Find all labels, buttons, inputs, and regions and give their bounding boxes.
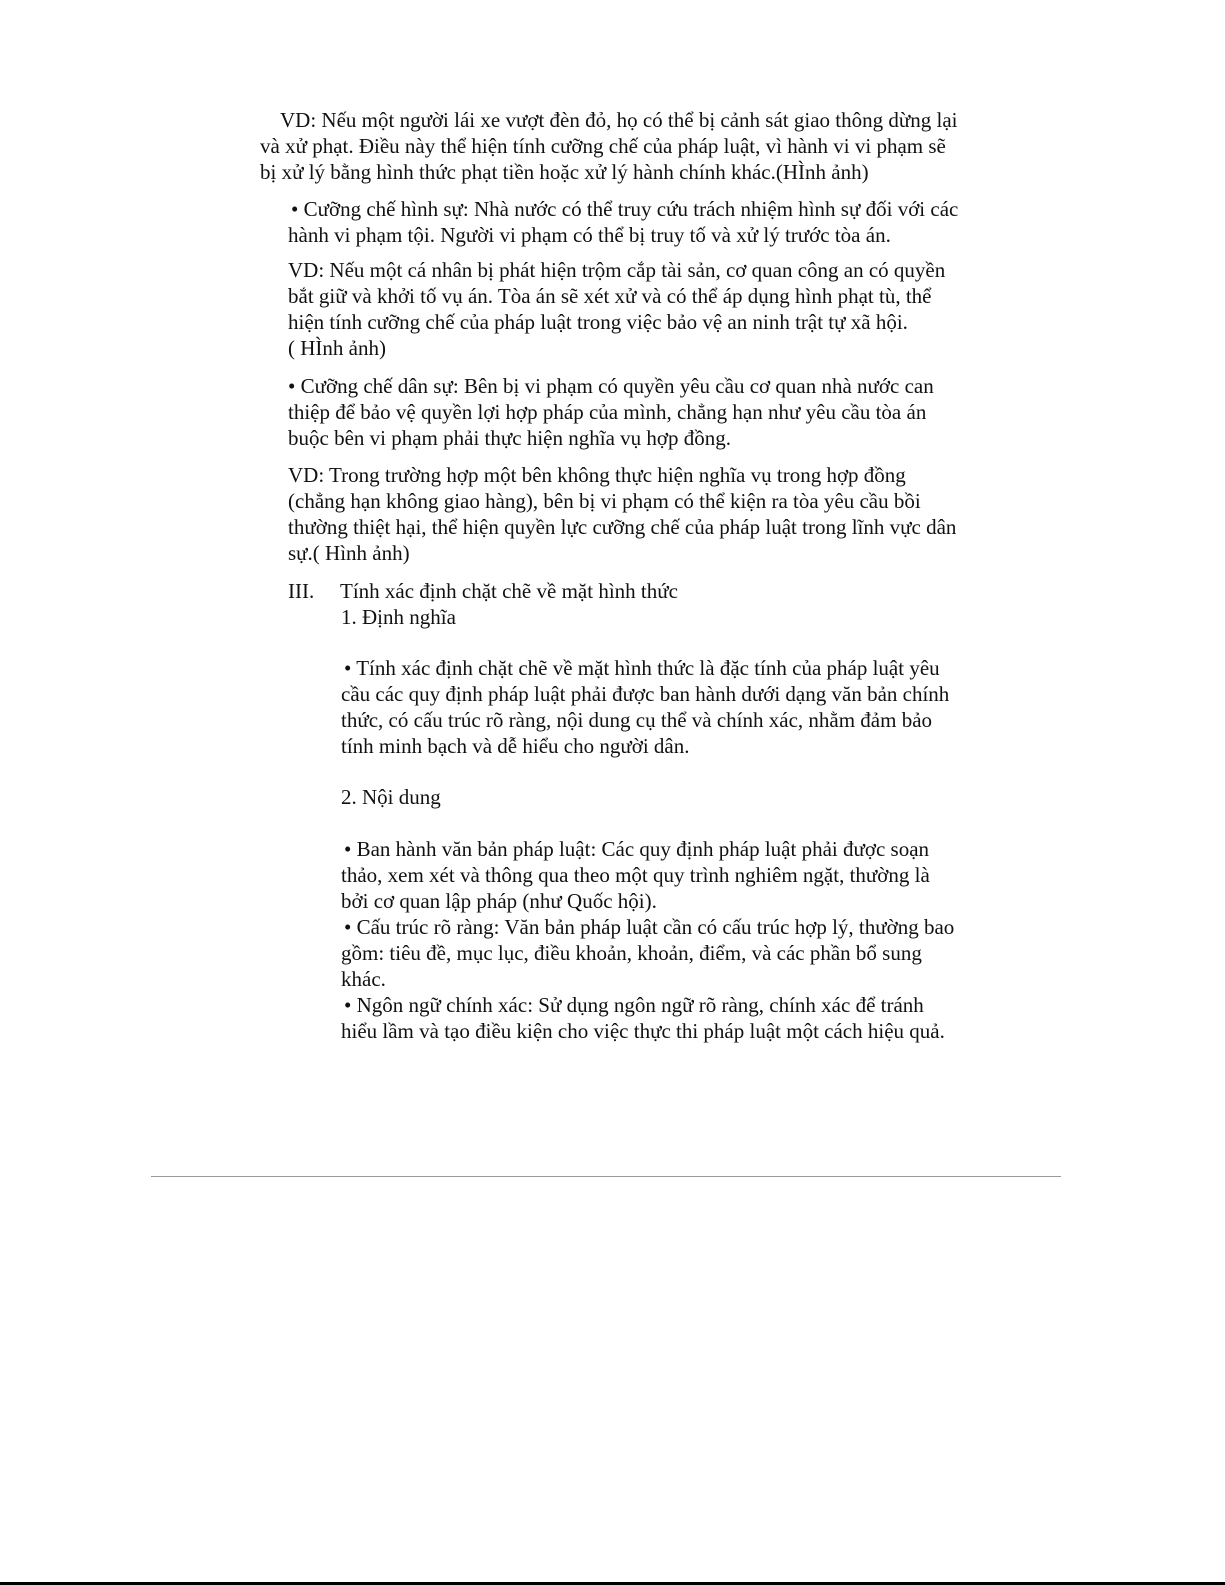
section-number: III. — [288, 579, 315, 603]
text-line: gồm: tiêu đề, mục lục, điều khoản, khoản, điểm, và các phần bổ sung — [341, 941, 922, 965]
text-line: bị xử lý bằng hình thức phạt tiền hoặc xử lý hành chính khác.(HÌnh ảnh) — [260, 160, 869, 184]
text-line: sự.( Hình ảnh) — [288, 541, 410, 565]
text-line: bởi cơ quan lập pháp (như Quốc hội). — [341, 889, 657, 913]
text-line: VD: Nếu một cá nhân bị phát hiện trộm cắp tài sản, cơ quan công an có quyền — [288, 258, 946, 282]
section-iii-heading — [288, 578, 960, 604]
text-line: và xử phạt. Điều này thể hiện tính cưỡng chế của pháp luật, vì hành vi vi phạm sẽ — [260, 134, 946, 158]
text-line: hành vi phạm tội. Người vi phạm có thể bị truy tố và xử lý trước tòa án. — [288, 223, 891, 247]
text-line: thiệp để bảo vệ quyền lợi hợp pháp của mình, chẳng hạn như yêu cầu tòa án — [288, 400, 927, 424]
content-paragraph — [341, 836, 961, 1044]
criminal-enforcement-bullet — [288, 196, 960, 248]
text-line: cầu các quy định pháp luật phải được ban hành dưới dạng văn bản chính — [341, 682, 950, 706]
text-line: • Cưỡng chế hình sự: Nhà nước có thể truy cứu trách nhiệm hình sự đối với các — [291, 197, 959, 221]
text-line: hiểu lầm và tạo điều kiện cho việc thực thi pháp luật một cách hiệu quả. — [341, 1019, 945, 1043]
text-line: thảo, xem xét và thông qua theo một quy trình nghiêm ngặt, thường là — [341, 863, 930, 887]
text-line: • Ngôn ngữ chính xác: Sử dụng ngôn ngữ rõ ràng, chính xác để tránh — [344, 993, 924, 1017]
page-divider — [151, 1176, 1061, 1177]
subsection-definition-heading — [341, 604, 1013, 630]
example-theft-paragraph — [288, 257, 960, 361]
text-line: bắt giữ và khởi tố vụ án. Tòa án sẽ xét xử và có thể áp dụng hình phạt tù, thể — [288, 284, 932, 308]
text-line: • Cưỡng chế dân sự: Bên bị vi phạm có quyền yêu cầu cơ quan nhà nước can — [288, 374, 934, 398]
subsection-title: 2. Nội dung — [341, 785, 441, 809]
text-line: • Tính xác định chặt chẽ về mặt hình thức là đặc tính của pháp luật yêu — [344, 656, 940, 680]
example-traffic-paragraph — [260, 107, 960, 185]
text-line: ( HÌnh ảnh) — [288, 336, 386, 360]
text-line: VD: Nếu một người lái xe vượt đèn đỏ, họ có thể bị cảnh sát giao thông dừng lại — [280, 108, 958, 132]
text-line: VD: Trong trường hợp một bên không thực hiện nghĩa vụ trong hợp đồng — [288, 463, 906, 487]
definition-paragraph — [341, 655, 961, 759]
section-title: Tính xác định chặt chẽ về mặt hình thức — [340, 579, 678, 603]
text-line: khác. — [341, 967, 386, 991]
subsection-content-heading — [341, 784, 1013, 810]
text-line: • Cấu trúc rõ ràng: Văn bản pháp luật cần có cấu trúc hợp lý, thường bao — [344, 915, 955, 939]
subsection-title: 1. Định nghĩa — [341, 605, 456, 629]
text-line: tính minh bạch và dễ hiểu cho người dân. — [341, 734, 690, 758]
example-contract-paragraph — [288, 462, 960, 566]
text-line: (chẳng hạn không giao hàng), bên bị vi phạm có thể kiện ra tòa yêu cầu bồi — [288, 489, 921, 513]
text-line: • Ban hành văn bản pháp luật: Các quy định pháp luật phải được soạn — [344, 837, 930, 861]
text-line: buộc bên vi phạm phải thực hiện nghĩa vụ hợp đồng. — [288, 426, 731, 450]
text-line: thường thiệt hại, thể hiện quyền lực cưỡng chế của pháp luật trong lĩnh vực dân — [288, 515, 957, 539]
text-line: thức, có cấu trúc rõ ràng, nội dung cụ thể và chính xác, nhằm đảm bảo — [341, 708, 933, 732]
civil-enforcement-bullet — [288, 373, 960, 451]
text-line: hiện tính cưỡng chế của pháp luật trong việc bảo vệ an ninh trật tự xã hội. — [288, 310, 908, 334]
